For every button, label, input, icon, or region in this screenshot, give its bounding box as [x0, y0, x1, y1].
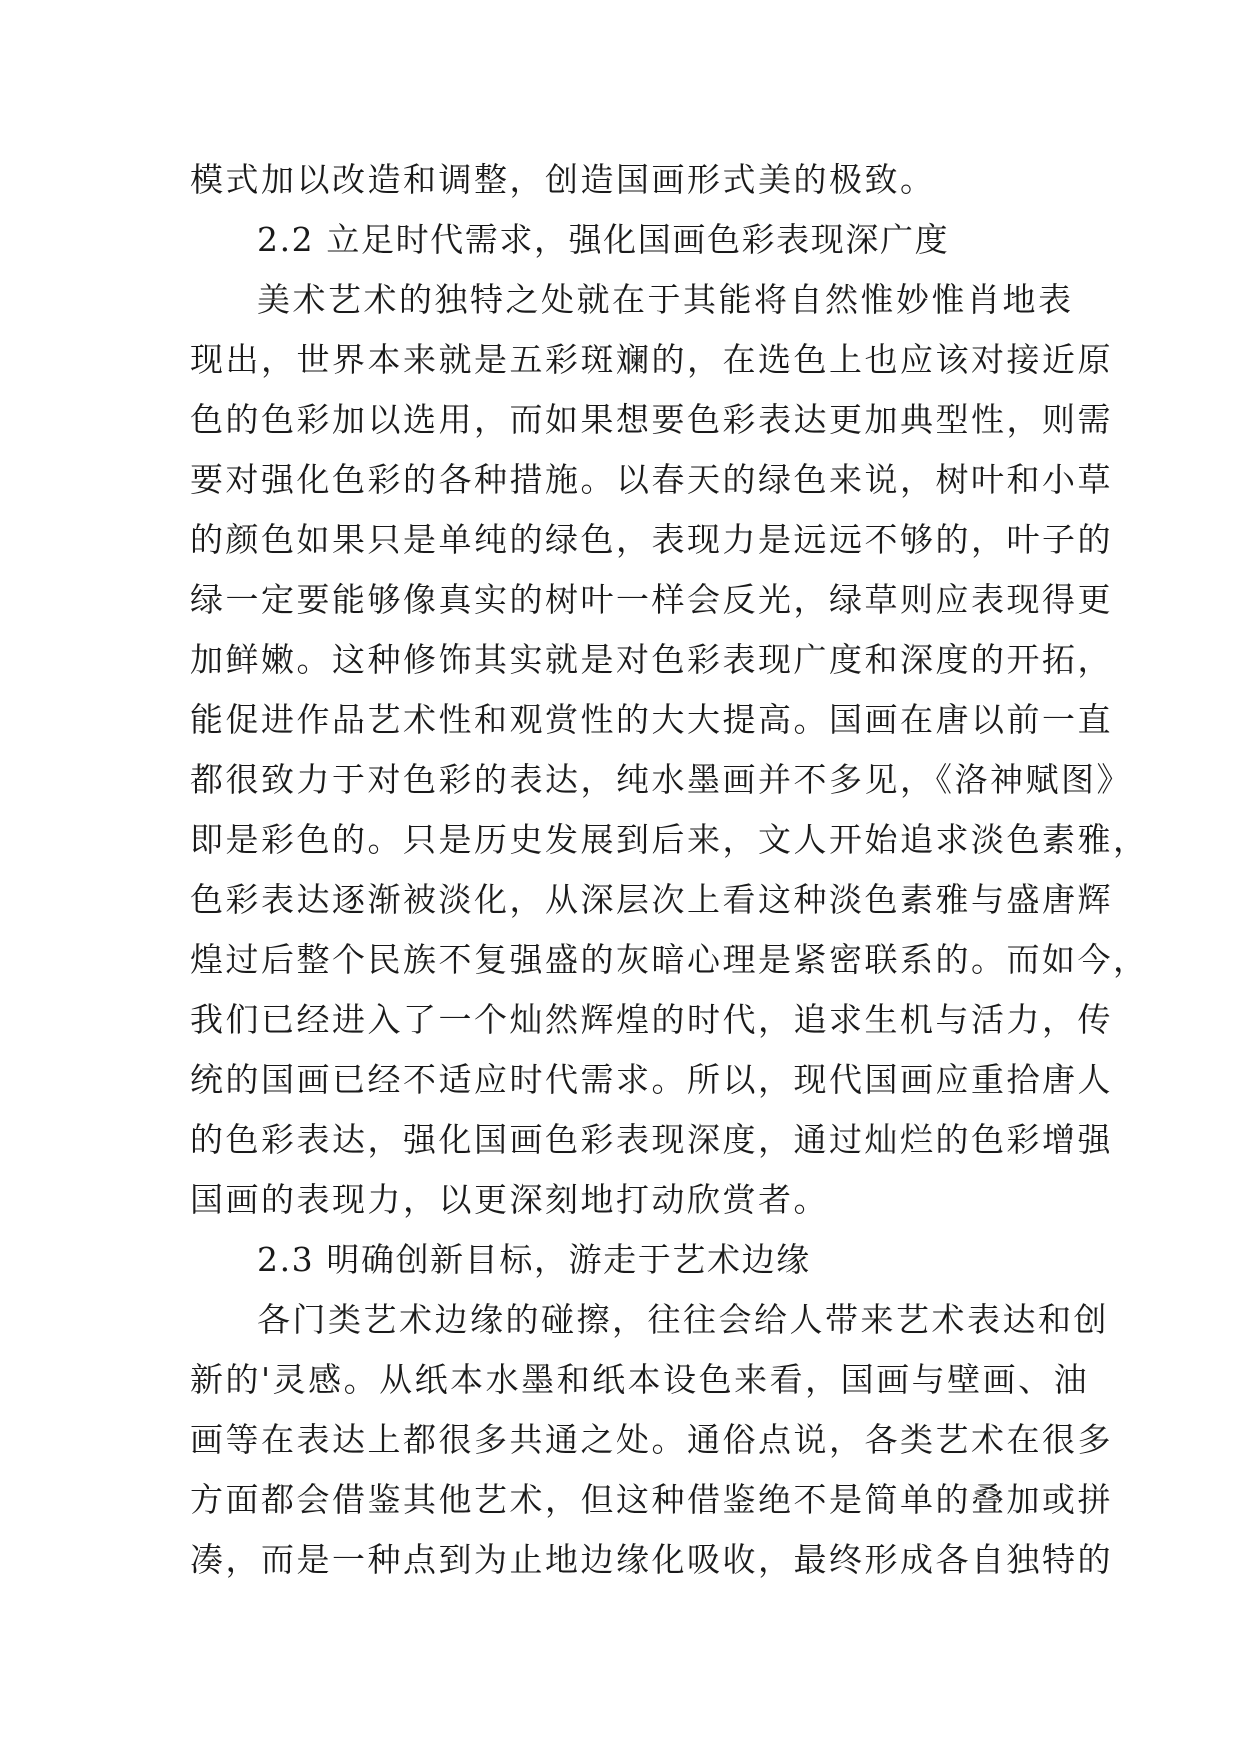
body-text-line: 国画的表现力，以更深刻地打动欣赏者。 — [190, 1180, 829, 1219]
body-text-line: 要对强化色彩的各种措施。以春天的绿色来说，树叶和小草 — [190, 460, 1113, 499]
body-text-line: 画等在表达上都很多共通之处。通俗点说，各类艺术在很多 — [190, 1420, 1113, 1459]
body-text-line: 新的'灵感。从纸本水墨和纸本设色来看，国画与壁画、油 — [190, 1360, 1090, 1399]
body-text-line: 色的色彩加以选用，而如果想要色彩表达更加典型性，则需 — [190, 400, 1113, 439]
body-text-line: 即是彩色的。只是历史发展到后来，文人开始追求淡色素雅， — [190, 820, 1149, 859]
body-text-line: 的颜色如果只是单纯的绿色，表现力是远远不够的，叶子的 — [190, 520, 1113, 559]
body-text-line: 现出，世界本来就是五彩斑斓的，在选色上也应该对接近原 — [190, 340, 1113, 379]
body-text-line: 凑，而是一种点到为止地边缘化吸收，最终形成各自独特的 — [190, 1540, 1113, 1579]
body-text-line: 统的国画已经不适应时代需求。所以，现代国画应重拾唐人 — [190, 1060, 1113, 1099]
body-text-line: 能促进作品艺术性和观赏性的大大提高。国画在唐以前一直 — [190, 700, 1113, 739]
body-text-line: 都很致力于对色彩的表达，纯水墨画并不多见，《洛神赋图》 — [190, 760, 1132, 799]
body-text-line: 各门类艺术边缘的碰擦，往往会给人带来艺术表达和创 — [257, 1300, 1109, 1339]
body-text-line: 方面都会借鉴其他艺术，但这种借鉴绝不是简单的叠加或拼 — [190, 1480, 1113, 1519]
body-text-line: 煌过后整个民族不复强盛的灰暗心理是紧密联系的。而如今， — [190, 940, 1149, 979]
body-text-line: 模式加以改造和调整，创造国画形式美的极致。 — [190, 160, 936, 199]
body-text-line: 加鲜嫩。这种修饰其实就是对色彩表现广度和深度的开拓， — [190, 640, 1113, 679]
body-text-line: 绿一定要能够像真实的树叶一样会反光，绿草则应表现得更 — [190, 580, 1113, 619]
body-text-line: 美术艺术的独特之处就在于其能将自然惟妙惟肖地表 — [257, 280, 1074, 319]
section-heading-2-2: 2.2 立足时代需求，强化国画色彩表现深广度 — [257, 220, 950, 259]
body-text-line: 色彩表达逐渐被淡化，从深层次上看这种淡色素雅与盛唐辉 — [190, 880, 1113, 919]
body-text-line: 的色彩表达，强化国画色彩表现深度，通过灿烂的色彩增强 — [190, 1120, 1113, 1159]
body-text-line: 我们已经进入了一个灿然辉煌的时代，追求生机与活力，传 — [190, 1000, 1113, 1039]
section-heading-2-3: 2.3 明确创新目标，游走于艺术边缘 — [257, 1240, 811, 1279]
